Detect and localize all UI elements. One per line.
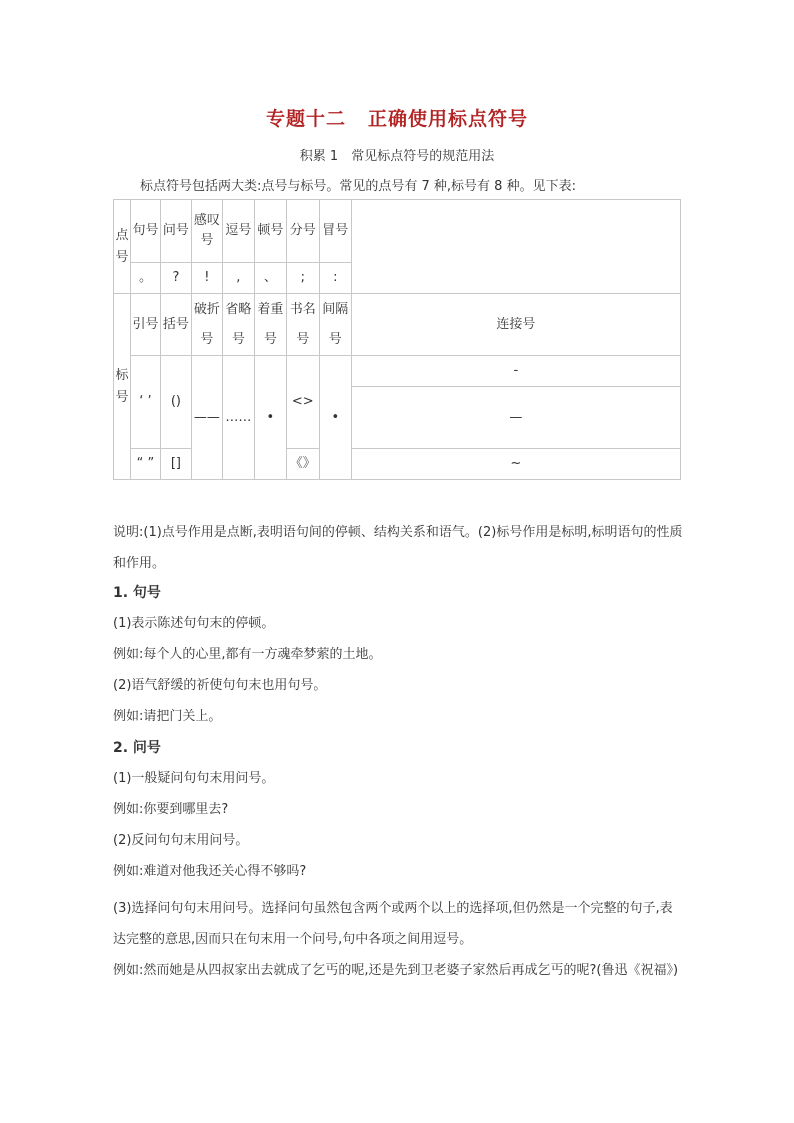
biaohao-name-connector: 连接号 (351, 294, 680, 356)
period-rule-1: (1)表示陈述句句末的停顿。 (113, 616, 275, 631)
biaohao-name-quote: 引号 (130, 294, 160, 356)
mark-connector-dash: — (351, 387, 680, 449)
mark-emphasis: • (254, 356, 286, 480)
mark-double-angle-bracket: 《》 (286, 449, 319, 480)
title-topic-number: 专题十二 (265, 108, 346, 130)
dianhao-mark-colon: : (319, 263, 351, 294)
dianhao-mark-semicolon: ; (286, 263, 319, 294)
biaohao-name-dash: 破折号 (191, 294, 222, 356)
page-title (0, 104, 794, 131)
section-heading-period: 1. 句号 (113, 585, 161, 601)
mark-connector-tilde: ~ (351, 449, 680, 480)
dianhao-mark-exclamation: ! (191, 263, 222, 294)
section-subtitle: 积累 1 常见标点符号的规范用法 (299, 149, 495, 164)
dianhao-name-period: 句号 (130, 200, 160, 263)
period-example-2: 例如:请把门关上。 (113, 709, 222, 724)
dianhao-name-dun: 顿号 (254, 200, 286, 263)
dianhao-category-label: 点号 (114, 200, 131, 294)
section-heading-question: 2. 问号 (113, 740, 161, 756)
question-example-1: 例如:你要到哪里去? (113, 802, 229, 817)
mark-angle-bracket: <> (286, 356, 319, 449)
dianhao-mark-comma: , (222, 263, 254, 294)
biaohao-category-label: 标号 (114, 294, 131, 480)
dianhao-name-semicolon: 分号 (286, 200, 319, 263)
dianhao-empty-cell (351, 200, 680, 294)
period-rule-2: (2)语气舒缓的祈使句句末也用句号。 (113, 678, 327, 693)
dianhao-mark-question: ? (160, 263, 191, 294)
punctuation-table (113, 199, 681, 480)
question-rule-1: (1)一般疑问句句末用问号。 (113, 771, 275, 786)
dianhao-name-exclamation: 感叹号 (191, 200, 222, 263)
biaohao-name-bracket: 括号 (160, 294, 191, 356)
period-example-1: 例如:每个人的心里,都有一方魂牵梦萦的土地。 (113, 647, 382, 662)
mark-interpunct: • (319, 356, 351, 480)
mark-single-quote: ‘ ’ (130, 356, 160, 449)
mark-parentheses: () (160, 356, 191, 449)
note-paragraph: 说明:(1)点号作用是点断,表明语句间的停顿、结构关系和语气。(2)标号作用是标明,标明语句的性质和作用。 (113, 525, 683, 571)
biaohao-name-emphasis: 着重号 (254, 294, 286, 356)
mark-dash: —— (191, 356, 222, 480)
biaohao-name-book: 书名号 (286, 294, 319, 356)
question-rule-2: (2)反问句句末用问号。 (113, 833, 249, 848)
dianhao-name-colon: 冒号 (319, 200, 351, 263)
dianhao-mark-period: 。 (130, 263, 160, 294)
mark-connector-hyphen: - (351, 356, 680, 387)
mark-square-bracket: [] (160, 449, 191, 480)
dianhao-name-question: 问号 (160, 200, 191, 263)
dianhao-name-comma: 逗号 (222, 200, 254, 263)
mark-double-quote: “ ” (130, 449, 160, 480)
question-example-3: 例如:然而她是从四叔家出去就成了乞丐的呢,还是先到卫老婆子家然后再成乞丐的呢?(鲁迅《祝福》) (113, 963, 679, 978)
biaohao-name-interpunct: 间隔号 (319, 294, 351, 356)
biaohao-name-ellipsis: 省略号 (222, 294, 254, 356)
title-topic-name: 正确使用标点符号 (368, 108, 529, 130)
question-rule-3: (3)选择问句句末用问号。选择问句虽然包含两个或两个以上的选择项,但仍然是一个完整的句子,表达完整的意思,因而只在句末用一个问号,句中各项之间用逗号。 (113, 901, 673, 947)
question-example-2: 例如:难道对他我还关心得不够吗? (113, 864, 307, 879)
dianhao-mark-dun: 、 (254, 263, 286, 294)
mark-ellipsis: …… (222, 356, 254, 480)
intro-paragraph: 标点符号包括两大类:点号与标号。常见的点号有 7 种,标号有 8 种。见下表: (140, 179, 576, 194)
